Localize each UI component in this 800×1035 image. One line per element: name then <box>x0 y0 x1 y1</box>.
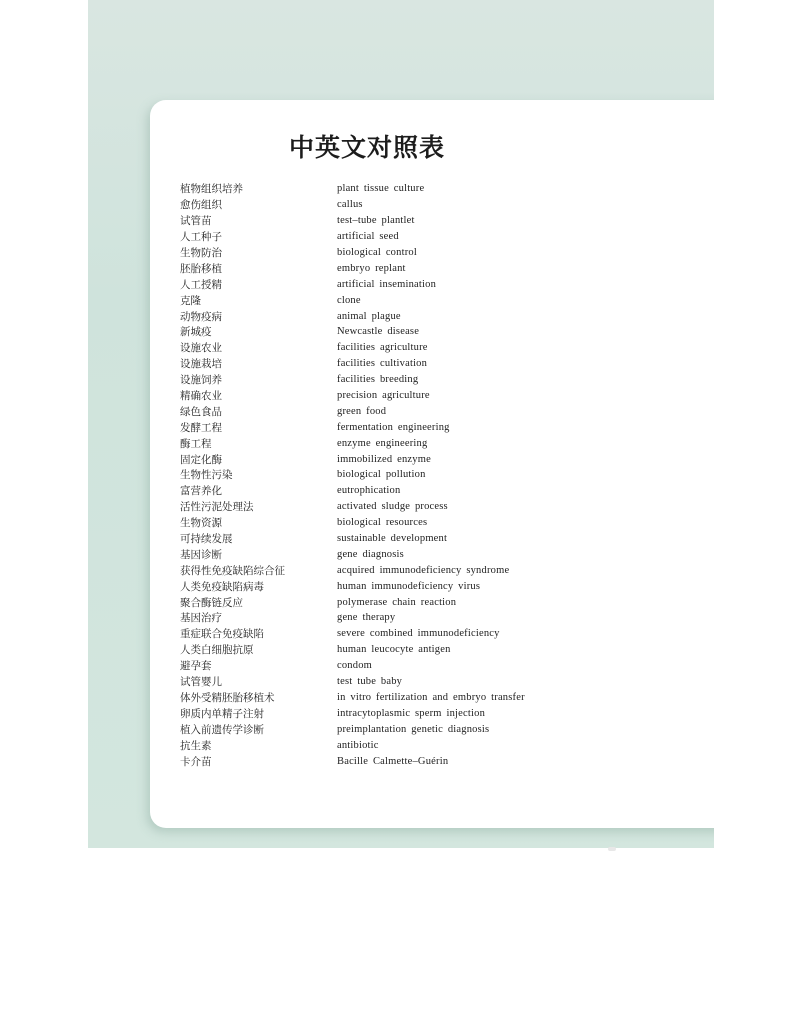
english-term: embryo replant <box>337 262 406 274</box>
chinese-term: 固定化酶 <box>180 453 222 466</box>
chinese-term: 活性污泥处理法 <box>180 501 254 514</box>
english-term: biological control <box>337 247 417 258</box>
glossary-table <box>180 181 525 769</box>
english-term: plant tissue culture <box>337 183 425 195</box>
chinese-term: 避孕套 <box>180 660 212 673</box>
glossary-row <box>180 737 525 753</box>
glossary-row <box>180 578 525 594</box>
chinese-term: 卡介苗 <box>180 755 212 768</box>
english-term: enzyme engineering <box>337 437 428 449</box>
glossary-row <box>180 245 525 261</box>
chinese-term: 植物组织培养 <box>180 183 243 196</box>
english-term: acquired immunodeficiency syndrome <box>337 564 510 576</box>
english-term: human leucocyte antigen <box>337 644 451 656</box>
english-term: artificial seed <box>337 231 399 243</box>
chinese-term: 人工种子 <box>180 231 222 244</box>
glossary-row <box>180 213 525 229</box>
english-term: eutrophication <box>337 485 401 497</box>
english-term: severe combined immunodeficiency <box>337 628 500 640</box>
english-term: condom <box>337 660 373 672</box>
chinese-term: 可持续发展 <box>180 533 233 546</box>
chinese-term: 获得性免疫缺陷综合征 <box>180 564 285 577</box>
glossary-row <box>180 467 525 483</box>
english-term: sustainable development <box>337 533 448 545</box>
chinese-term: 精确农业 <box>180 390 222 403</box>
english-term: green food <box>337 405 387 417</box>
glossary-row <box>180 483 525 499</box>
glossary-row <box>180 372 525 388</box>
chinese-term: 设施饲养 <box>180 374 222 387</box>
english-term: intracytoplasmic sperm injection <box>337 707 486 719</box>
english-term: gene diagnosis <box>337 548 404 560</box>
chinese-term: 绿色食品 <box>180 405 222 418</box>
english-term: biological pollution <box>337 469 426 481</box>
chinese-term: 设施栽培 <box>180 358 222 371</box>
glossary-row <box>180 610 525 626</box>
english-term: test tube baby <box>337 676 403 688</box>
glossary-row <box>180 626 525 642</box>
glossary-row <box>180 546 525 562</box>
glossary-row <box>180 419 525 435</box>
english-term: Newcastle disease <box>337 326 420 338</box>
english-term: precision agriculture <box>337 390 430 402</box>
glossary-row <box>180 292 525 308</box>
glossary-row <box>180 276 525 292</box>
english-term: callus <box>337 199 363 211</box>
english-term: antibiotic <box>337 739 379 751</box>
glossary-row <box>180 308 525 324</box>
chinese-term: 新城疫 <box>180 326 212 339</box>
chinese-term: 体外受精胚胎移植术 <box>180 691 275 704</box>
glossary-row <box>180 721 525 737</box>
glossary-row <box>180 562 525 578</box>
english-term: test–tube plantlet <box>337 215 415 227</box>
english-term: human immunodeficiency virus <box>337 580 481 592</box>
chinese-term: 重症联合免疫缺陷 <box>180 628 264 641</box>
chinese-term: 植入前遗传学诊断 <box>180 723 264 736</box>
glossary-row <box>180 642 525 658</box>
chinese-term: 卵质内单精子注射 <box>180 707 264 720</box>
english-term: polymerase chain reaction <box>337 596 457 608</box>
glossary-row <box>180 531 525 547</box>
chinese-term: 设施农业 <box>180 342 222 355</box>
glossary-row <box>180 499 525 515</box>
chinese-term: 富营养化 <box>180 485 222 498</box>
english-term: biological resources <box>337 517 428 529</box>
english-term: facilities cultivation <box>337 358 428 370</box>
chinese-term: 生物性污染 <box>180 469 233 482</box>
chinese-term: 动物疫病 <box>180 310 222 323</box>
glossary-row <box>180 229 525 245</box>
chinese-term: 基因治疗 <box>180 612 222 625</box>
english-term: clone <box>337 294 361 306</box>
chinese-term: 聚合酶链反应 <box>180 596 243 609</box>
english-term: gene therapy <box>337 612 396 624</box>
english-term: fermentation engineering <box>337 421 450 433</box>
glossary-row <box>180 753 525 769</box>
glossary-row <box>180 260 525 276</box>
glossary-row <box>180 356 525 372</box>
english-term: animal plague <box>337 310 401 322</box>
english-term: Bacille Calmette–Guérin <box>337 755 449 767</box>
chinese-term: 克隆 <box>180 294 201 307</box>
chinese-term: 人工授精 <box>180 278 222 291</box>
page-title: 中英文对照表 <box>288 133 445 162</box>
english-term: artificial insemination <box>337 278 437 290</box>
glossary-row <box>180 594 525 610</box>
chinese-term: 胚胎移植 <box>180 262 222 275</box>
glossary-row <box>180 388 525 404</box>
chinese-term: 试管苗 <box>180 215 212 228</box>
english-term: in vitro fertilization and embryo transfer <box>337 691 525 703</box>
english-term: facilities breeding <box>337 374 419 386</box>
chinese-term: 愈伤组织 <box>180 199 222 212</box>
chinese-term: 发酵工程 <box>180 421 222 434</box>
english-term: facilities agriculture <box>337 342 428 354</box>
glossary-row <box>180 181 525 197</box>
glossary-row <box>180 674 525 690</box>
chinese-term: 人类免疫缺陷病毒 <box>180 580 264 593</box>
chinese-term: 抗生素 <box>180 739 212 752</box>
page-corner-mark <box>608 847 616 851</box>
glossary-row <box>180 403 525 419</box>
glossary-row <box>180 690 525 706</box>
chinese-term: 生物防治 <box>180 247 222 259</box>
chinese-term: 酶工程 <box>180 437 212 450</box>
glossary-row <box>180 705 525 721</box>
glossary-row <box>180 197 525 213</box>
chinese-term: 人类白细胞抗原 <box>180 644 254 657</box>
glossary-row <box>180 515 525 531</box>
glossary-row <box>180 451 525 467</box>
english-term: immobilized enzyme <box>337 453 431 465</box>
glossary-row <box>180 658 525 674</box>
chinese-term: 基因诊断 <box>180 548 222 561</box>
chinese-term: 生物资源 <box>180 517 222 530</box>
english-term: preimplantation genetic diagnosis <box>337 723 490 735</box>
english-term: activated sludge process <box>337 501 448 513</box>
glossary-row <box>180 340 525 356</box>
chinese-term: 试管婴儿 <box>180 676 222 689</box>
glossary-row <box>180 435 525 451</box>
glossary-row <box>180 324 525 340</box>
